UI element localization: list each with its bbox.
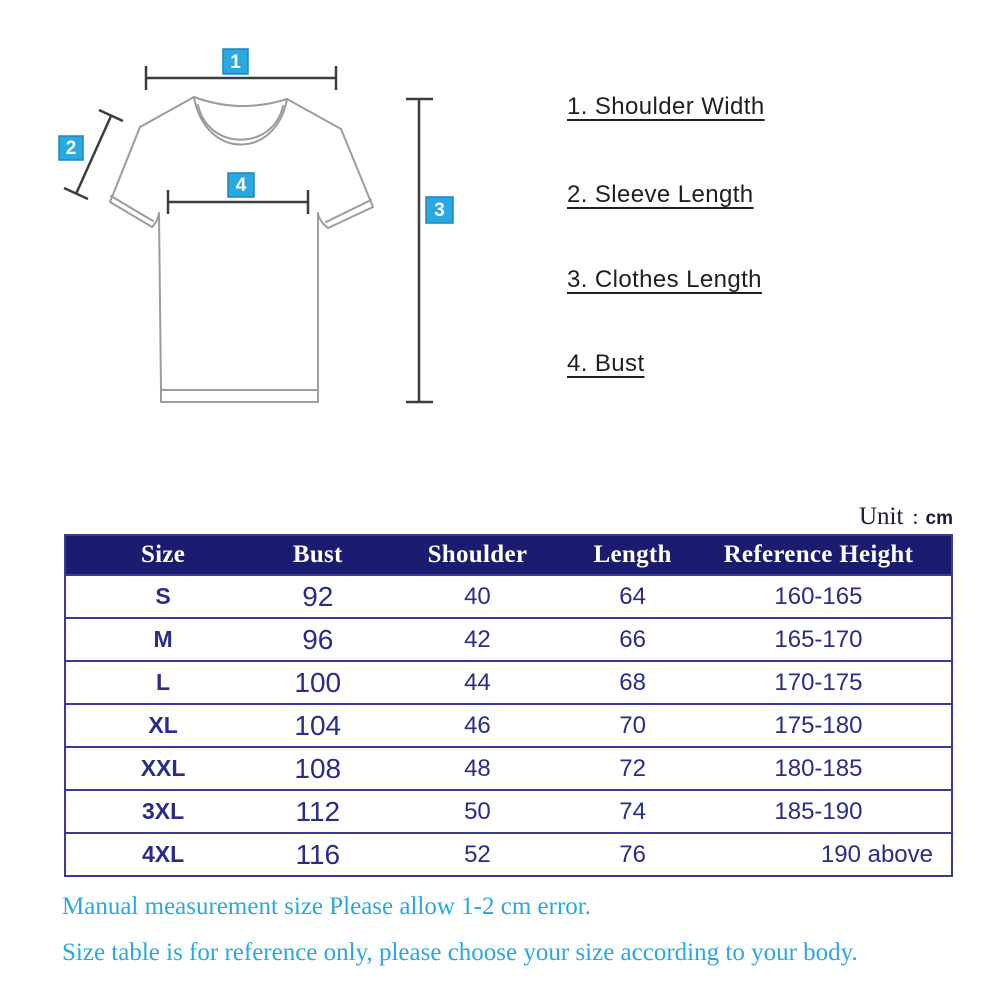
- cell-length: 74: [579, 790, 685, 833]
- table-header-row: [65, 535, 952, 575]
- left-sleeve-outer: [110, 127, 140, 202]
- marker-boxes: [59, 49, 453, 223]
- right-shoulder-line: [287, 99, 341, 129]
- table-row: [65, 661, 952, 704]
- cell-reference-height: 165-170: [686, 618, 952, 661]
- marker-number-3: 3: [434, 200, 445, 221]
- cell-length: 72: [579, 747, 685, 790]
- table-row: [65, 747, 952, 790]
- size-table: [64, 534, 953, 877]
- cell-size: L: [65, 661, 260, 704]
- marker-number-2: 2: [65, 138, 77, 159]
- cell-bust: 100: [260, 661, 375, 704]
- cell-size: XL: [65, 704, 260, 747]
- cell-reference-height: 180-185: [686, 747, 952, 790]
- tshirt-measurement-diagram: [0, 0, 520, 440]
- table-row: [65, 833, 952, 876]
- cell-length: 76: [579, 833, 685, 876]
- left-cuff-outer: [110, 202, 152, 227]
- cell-bust: 104: [260, 704, 375, 747]
- collar-inner-line: [198, 105, 283, 140]
- tshirt-outline: [110, 97, 373, 402]
- cell-shoulder: 48: [375, 747, 579, 790]
- cell-reference-height: 185-190: [686, 790, 952, 833]
- cell-size: 3XL: [65, 790, 260, 833]
- left-shoulder-line: [140, 97, 194, 127]
- legend-clothes-length: 3. Clothes Length: [567, 266, 762, 293]
- cell-size: XXL: [65, 747, 260, 790]
- table-row: [65, 704, 952, 747]
- unit-word: Unit: [858, 503, 904, 530]
- unit-value: cm: [925, 508, 953, 529]
- collar-outer-line: [194, 97, 287, 145]
- cell-shoulder: 46: [375, 704, 579, 747]
- measurement-lines: [64, 66, 433, 402]
- collar-back-line: [194, 97, 287, 106]
- cell-size: S: [65, 575, 260, 618]
- left-underarm-body: [152, 213, 161, 390]
- cell-length: 66: [579, 618, 685, 661]
- header-size: Size: [65, 535, 260, 575]
- cell-reference-height: 175-180: [686, 704, 952, 747]
- cell-reference-height: 170-175: [686, 661, 952, 704]
- legend-sleeve-length: 2. Sleeve Length: [567, 181, 754, 208]
- cell-bust: 116: [260, 833, 375, 876]
- header-shoulder: Shoulder: [375, 535, 579, 575]
- marker-number-4: 4: [235, 175, 247, 196]
- cell-length: 64: [579, 575, 685, 618]
- right-sleeve-outer: [341, 129, 373, 207]
- cell-shoulder: 40: [375, 575, 579, 618]
- cell-size: 4XL: [65, 833, 260, 876]
- right-underarm-body: [318, 213, 328, 390]
- legend-bust: 4. Bust: [567, 350, 645, 377]
- cell-bust: 108: [260, 747, 375, 790]
- header-bust: Bust: [260, 535, 375, 575]
- hem-bottom-band: [161, 390, 318, 402]
- cell-shoulder: 50: [375, 790, 579, 833]
- cell-bust: 92: [260, 575, 375, 618]
- table-row: [65, 790, 952, 833]
- cell-bust: 96: [260, 618, 375, 661]
- cell-size: M: [65, 618, 260, 661]
- header-reference-height: Reference Height: [686, 535, 952, 575]
- header-length: Length: [579, 535, 685, 575]
- cell-shoulder: 52: [375, 833, 579, 876]
- table-row: [65, 575, 952, 618]
- left-cuff-inner: [111, 196, 153, 221]
- unit-colon: :: [912, 504, 919, 529]
- clothes-length-measure-line: [406, 99, 433, 402]
- cell-bust: 112: [260, 790, 375, 833]
- cell-reference-height: 160-165: [686, 575, 952, 618]
- cell-shoulder: 42: [375, 618, 579, 661]
- cell-length: 68: [579, 661, 685, 704]
- cell-length: 70: [579, 704, 685, 747]
- legend-shoulder-width: 1. Shoulder Width: [567, 93, 765, 120]
- unit-label: [0, 503, 953, 531]
- note-measurement-error: Manual measurement size Please allow 1-2 cm error.: [62, 893, 591, 920]
- cell-reference-height: 190 above: [686, 833, 952, 876]
- cell-shoulder: 44: [375, 661, 579, 704]
- marker-number-1: 1: [230, 52, 241, 73]
- table-row: [65, 618, 952, 661]
- note-reference-only: Size table is for reference only, please choose your size according to your body.: [62, 939, 858, 966]
